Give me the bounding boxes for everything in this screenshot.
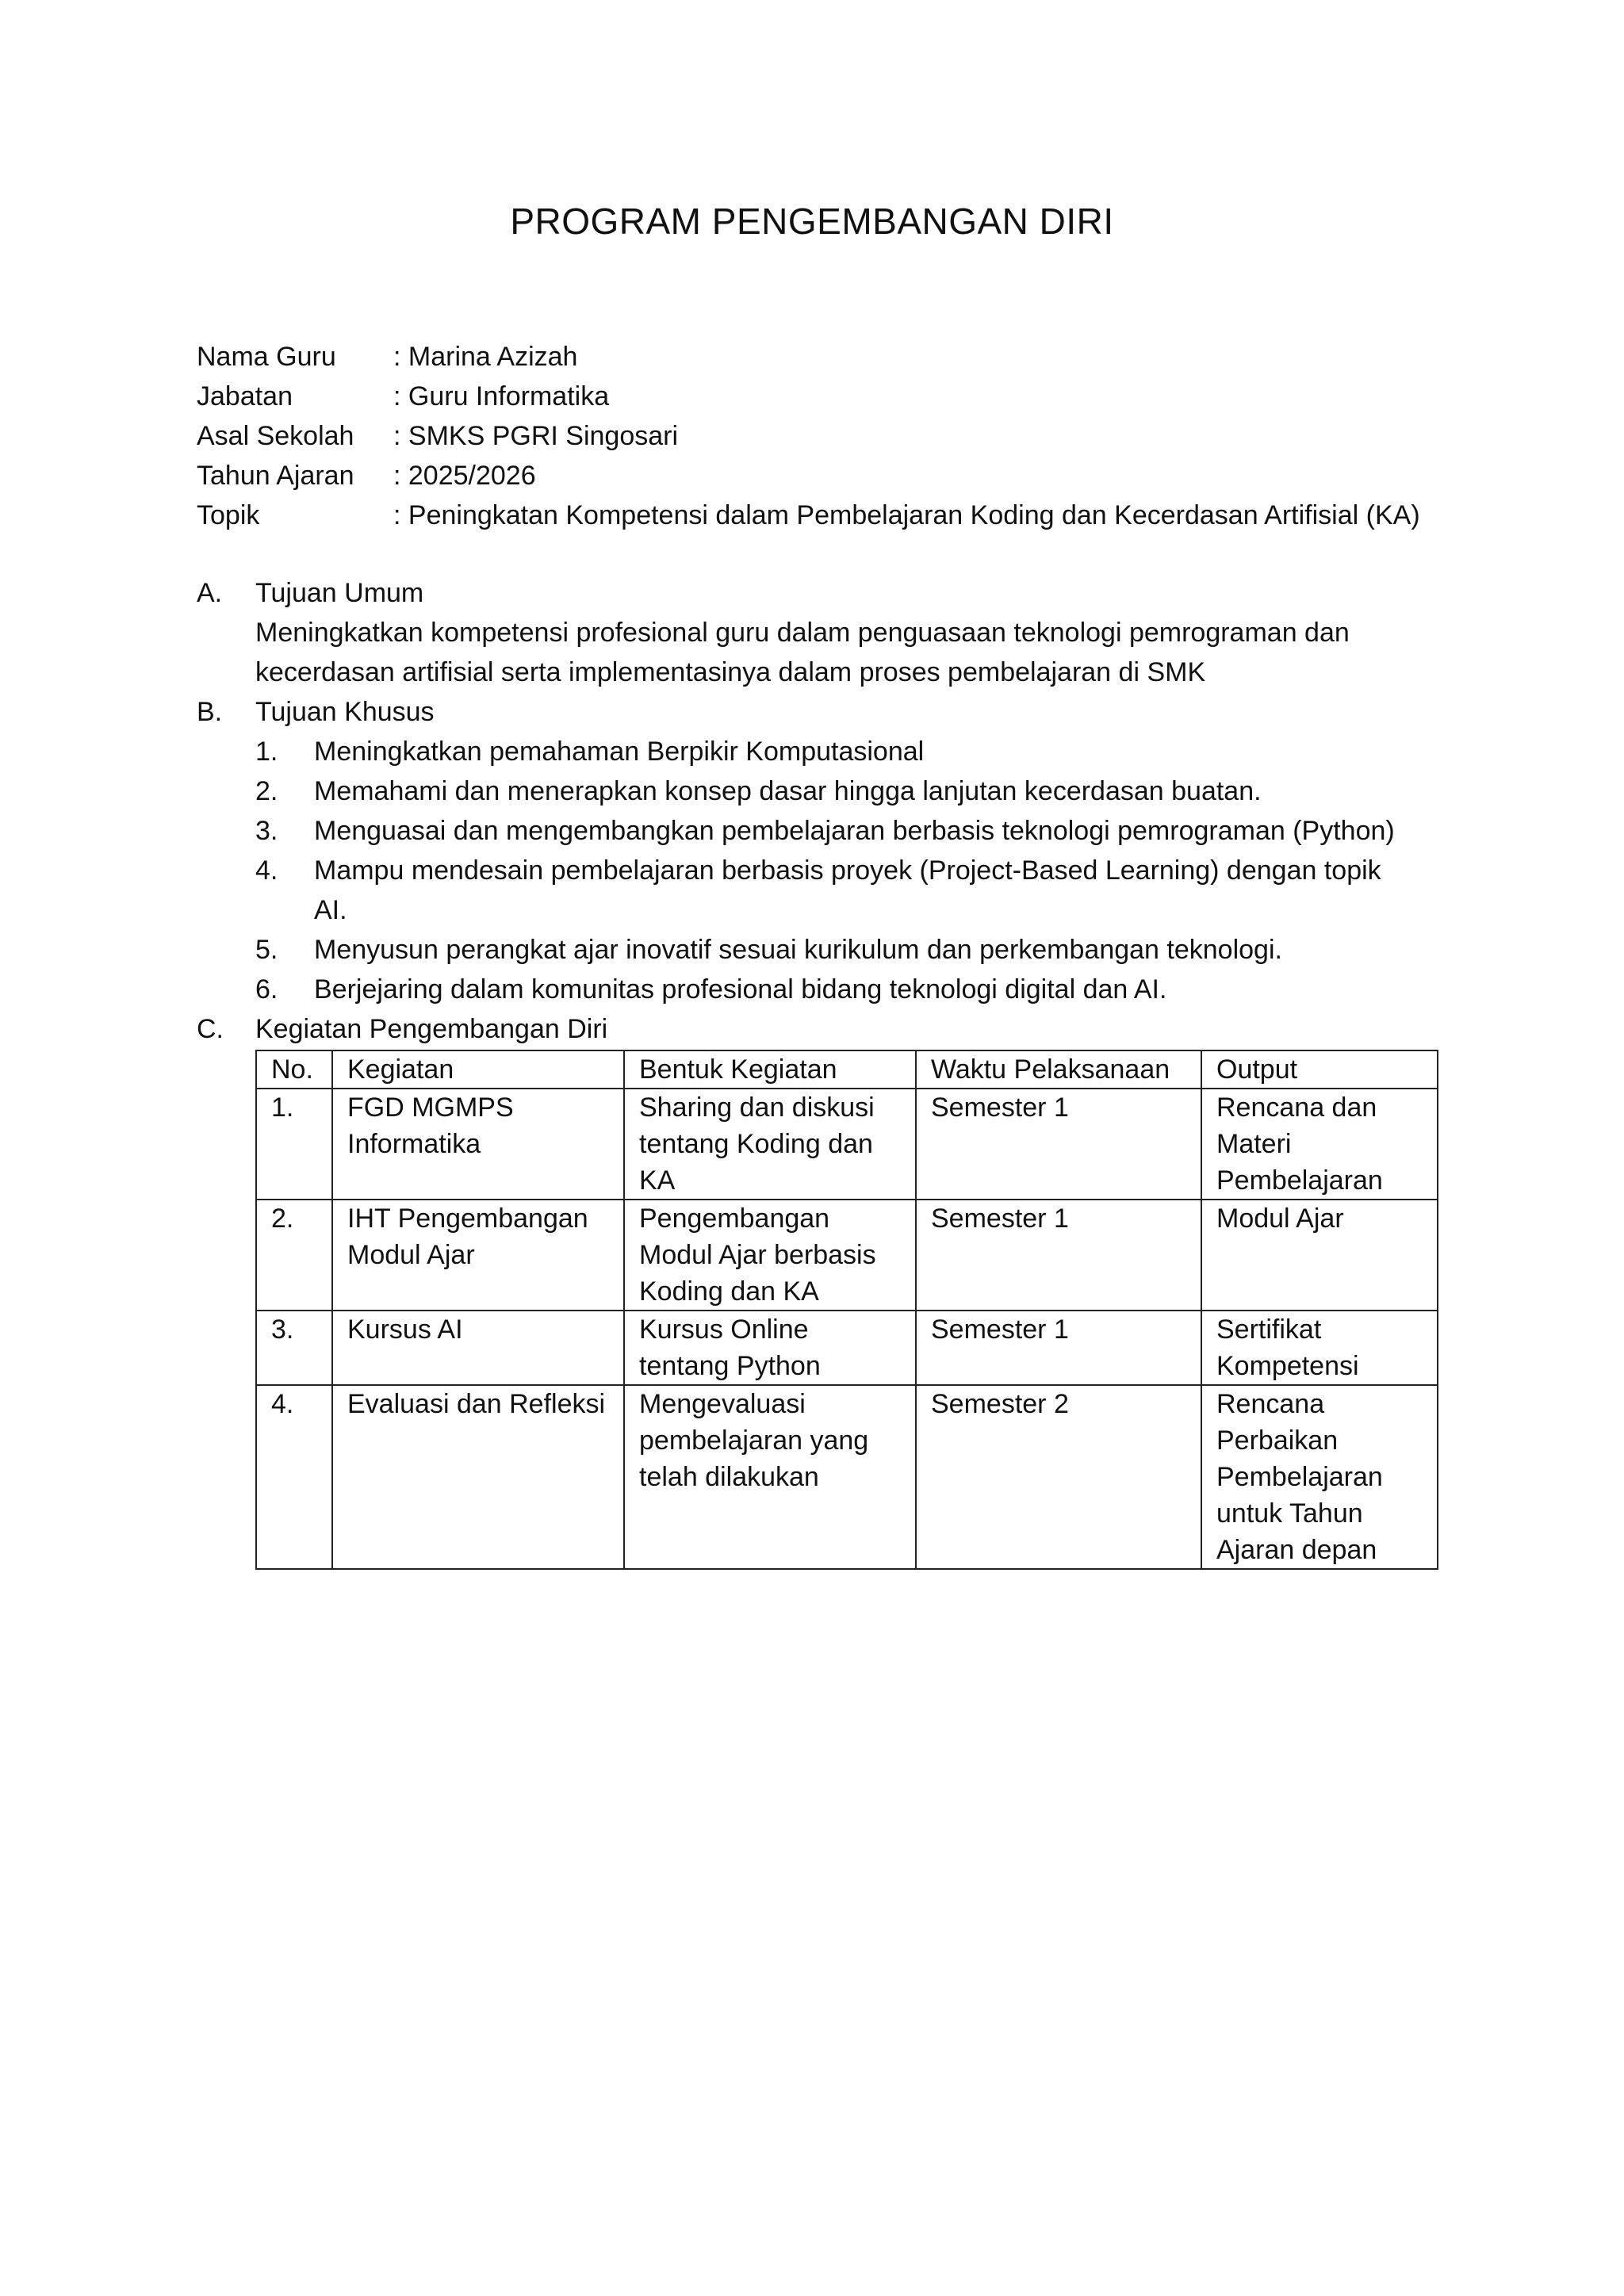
list-item <box>197 732 1434 771</box>
list-item <box>197 851 1434 930</box>
section-letter: A. <box>197 578 223 608</box>
info-value: : Marina Azizah <box>393 342 578 372</box>
list-number: 1. <box>255 737 278 767</box>
info-label: Asal Sekolah <box>197 421 354 451</box>
info-value: : Peningkatan Kompetensi dalam Pembelajaran Koding dan Kecerdasan Artifisial (KA) <box>393 500 1420 530</box>
section-b-heading <box>197 692 1434 732</box>
list-text: Menyusun perangkat ajar inovatif sesuai kurikulum dan perkembangan teknologi. <box>314 935 1282 965</box>
info-row-nama-guru <box>197 337 1420 377</box>
info-label: Nama Guru <box>197 342 336 372</box>
list-item <box>197 930 1434 970</box>
list-number: 6. <box>255 974 278 1004</box>
info-value: : SMKS PGRI Singosari <box>393 421 679 451</box>
section-c-heading <box>197 1009 1434 1049</box>
document-sections <box>197 573 1434 1049</box>
table-cell: Sharing dan diskusi tentang Koding dan KA <box>624 1089 916 1200</box>
table-cell: Modul Ajar <box>1201 1200 1438 1311</box>
document-title: PROGRAM PENGEMBANGAN DIRI <box>510 201 1114 242</box>
list-text: Memahami dan menerapkan konsep dasar hingga lanjutan kecerdasan buatan. <box>314 776 1262 806</box>
list-number: 5. <box>255 935 278 965</box>
section-title: Tujuan Khusus <box>255 697 435 727</box>
section-title: Kegiatan Pengembangan Diri <box>255 1014 608 1044</box>
table-cell: 3. <box>256 1311 332 1385</box>
info-label: Jabatan <box>197 381 293 411</box>
table-cell: Semester 1 <box>916 1200 1201 1311</box>
objective-list <box>197 732 1434 1009</box>
table-row <box>256 1311 1438 1385</box>
column-header-waktu-pelaksanaan: Waktu Pelaksanaan <box>916 1050 1201 1089</box>
table-row <box>256 1200 1438 1311</box>
table-cell: Rencana Perbaikan Pembelajaran untuk Tahun Ajaran depan <box>1201 1385 1438 1569</box>
table-cell: IHT Pengembangan Modul Ajar <box>332 1200 624 1311</box>
table-cell: Sertifikat Kompetensi <box>1201 1311 1438 1385</box>
info-value: : Guru Informatika <box>393 381 610 411</box>
section-a-heading <box>197 573 1434 613</box>
info-row-topik <box>197 496 1420 535</box>
list-text: Meningkatkan pemahaman Berpikir Komputasional <box>314 737 925 767</box>
column-header-no: No. <box>256 1050 332 1089</box>
list-text: Berjejaring dalam komunitas profesional bidang teknologi digital dan AI. <box>314 974 1167 1004</box>
table-cell: Kursus AI <box>332 1311 624 1385</box>
activity-table <box>255 1050 1438 1570</box>
table-cell: Rencana dan Materi Pembelajaran <box>1201 1089 1438 1200</box>
info-label: Tahun Ajaran <box>197 461 354 491</box>
table-cell: Pengembangan Modul Ajar berbasis Koding dan KA <box>624 1200 916 1311</box>
column-header-kegiatan: Kegiatan <box>332 1050 624 1089</box>
list-number: 3. <box>255 816 278 846</box>
list-item <box>197 771 1434 811</box>
teacher-info <box>197 337 1420 535</box>
column-header-output: Output <box>1201 1050 1438 1089</box>
section-title: Tujuan Umum <box>255 578 424 608</box>
table-cell: Semester 1 <box>916 1089 1201 1200</box>
section-a-body: Meningkatkan kompetensi profesional guru dalam penguasaan teknologi pemrograman dan kecerdasan artifisial serta implementasinya dalam proses pembelajaran di SMK <box>255 618 1350 687</box>
list-number: 2. <box>255 776 278 806</box>
table-cell: Mengevaluasi pembelajaran yang telah dilakukan <box>624 1385 916 1569</box>
table-header-row <box>256 1050 1438 1089</box>
info-value: : 2025/2026 <box>393 461 536 491</box>
table-row <box>256 1089 1438 1200</box>
info-row-jabatan <box>197 377 1420 416</box>
info-label: Topik <box>197 500 260 530</box>
table-cell: Semester 1 <box>916 1311 1201 1385</box>
table-cell: FGD MGMPS Informatika <box>332 1089 624 1200</box>
info-row-tahun-ajaran <box>197 456 1420 496</box>
list-text: Menguasai dan mengembangkan pembelajaran berbasis teknologi pemrograman (Python) <box>314 816 1395 846</box>
info-row-asal-sekolah <box>197 416 1420 456</box>
section-letter: B. <box>197 697 223 727</box>
table-cell: 1. <box>256 1089 332 1200</box>
table-cell: Semester 2 <box>916 1385 1201 1569</box>
table-cell: Evaluasi dan Refleksi <box>332 1385 624 1569</box>
column-header-bentuk-kegiatan: Bentuk Kegiatan <box>624 1050 916 1089</box>
table-row <box>256 1385 1438 1569</box>
list-number: 4. <box>255 855 278 886</box>
list-text: Mampu mendesain pembelajaran berbasis proyek (Project-Based Learning) dengan topik AI. <box>314 855 1381 925</box>
table-cell: 2. <box>256 1200 332 1311</box>
list-item <box>197 811 1434 851</box>
list-item <box>197 970 1434 1009</box>
table-cell: 4. <box>256 1385 332 1569</box>
table-cell: Kursus Online tentang Python <box>624 1311 916 1385</box>
section-letter: C. <box>197 1014 224 1044</box>
